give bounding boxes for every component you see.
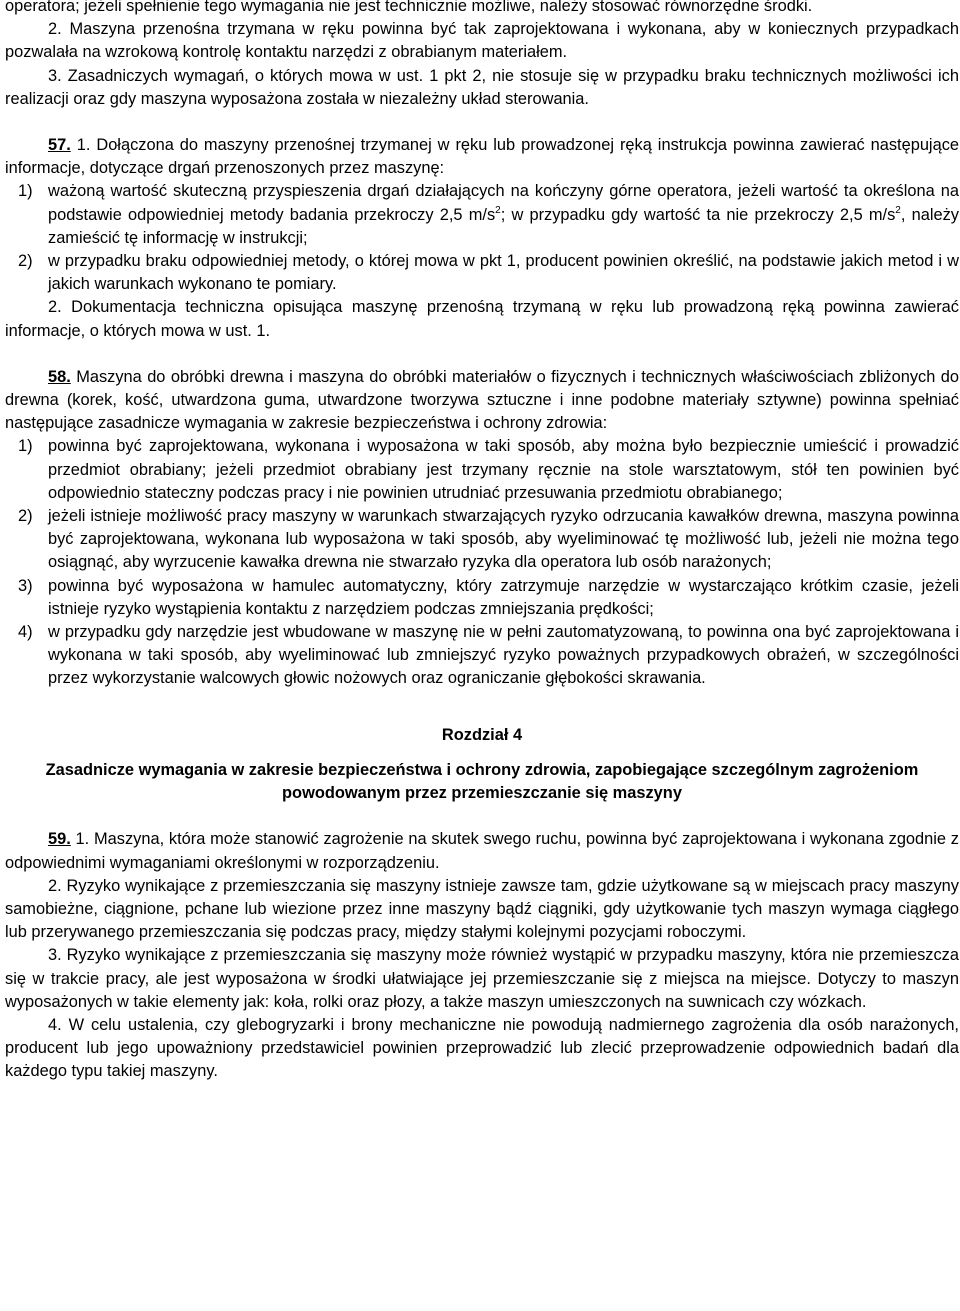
spacer [5,691,959,714]
superscript: 2 [495,204,501,216]
article-59-paragraph-2: 2. Ryzyko wynikające z przemieszczania się maszyny istnieje zawsze tam, gdzie użytkowane są w miejscach pracy maszyny samobieżne, ciągnione, pchane lub wiezione przez inne maszyny bądź ciągniki, gdy użytkowanie tych maszyn wymaga ciągłego lub przerywanego przemieszczania się podczas pracy, między stałymi kolejnymi pozycjami roboczymi. [5,876,959,942]
document-page [5,0,959,1084]
paragraph-continuation: operatora; jeżeli spełnienie tego wymagania nie jest technicznie możliwe, należy stosować równorzędne środki. [5,0,813,15]
article-57-number: 57. [48,136,71,155]
list-item-text: powinna być zaprojektowana, wykonana i wyposażona w taki sposób, aby można było bezpiecznie umieścić i prowadzić przedmiot obrabiany; jeżeli przedmiot obrabiany jest trzymany ręcznie na stole warsztatowym, stół ten powinien być odpowiednio stateczny podczas pracy i nie powinien utrudniać przesuwania przedmiotu obrabianego; [48,437,959,502]
spacer [5,111,959,134]
list-item [5,505,959,575]
article-58-lead: 58. Maszyna do obróbki drewna i maszyna do obróbki materiałów o fizycznych i technicznych właściwościach zbliżonych do drewna (korek, kość, utwardzona guma, utwardzone tworzywa sztuczne i inne podobne materiały sztywne) powinna spełniać następujące zasadnicze wymagania w zakresie bezpieczeństwa i ochrony zdrowia: [5,367,959,433]
spacer [5,343,959,366]
list-item-number: 1) [18,182,33,201]
list-item-number: 2) [18,252,33,271]
list-item-text: w przypadku braku odpowiedniej metody, o której mowa w pkt 1, producent powinien określić, na podstawie jakich metod i w jakich warunkach wykonano te pomiary. [48,252,959,294]
superscript: 2 [895,204,901,216]
list-item-number: 4) [18,623,33,642]
paragraph-56-2: 2. Maszyna przenośna trzymana w ręku powinna być tak zaprojektowana i wykonana, aby w koniecznych przypadkach pozwalała na wzrokową kontrolę kontaktu narzędzi z obrabianym materiałem. [5,20,959,62]
article-57-paragraph-2: 2. Dokumentacja techniczna opisująca maszynę przenośną trzymaną w ręku lub prowadzoną ręką powinna zawierać informacje, o których mowa w ust. 1. [5,298,959,340]
article-59-number: 59. [48,830,71,849]
list-item-number: 1) [18,437,33,456]
spacer [5,805,959,828]
list-item-text: powinna być wyposażona w hamulec automatyczny, który zatrzymuje narzędzie w wystarczająco krótkim czasie, jeżeli istnieje ryzyko wystąpienia kontaktu z narzędziem podczas zmniejszania prędkości; [48,576,959,618]
list-item-text: w przypadku gdy narzędzie jest wbudowane w maszynę nie w pełni zautomatyzowaną, to powinna ona być zaprojektowana i wykonana w taki sposób, aby wyeliminować lub zmniejszyć ryzyko poważnych przypadkowych obrażeń, w szczególności przez wykorzystanie walcowych głowic nożowych oraz ograniczanie głębokości skrawania. [48,623,959,688]
list-item [5,180,959,250]
article-59-paragraph-3: 3. Ryzyko wynikające z przemieszczania się maszyny może również wystąpić w przypadku maszyny, która nie przemieszcza się w trakcie pracy, ale jest wyposażona w środki ułatwiające jej przemieszczanie się z miejsca na miejsce. Dotyczy to maszyn wyposażonych w takie elementy jak: koła, rolki oraz płozy, a także maszyn umieszczonych na suwnicach czy wózkach. [5,946,959,1011]
article-59-paragraph-4: 4. W celu ustalenia, czy glebogryzarki i brony mechaniczne nie powodują nadmiernego zagrożenia dla osób narażonych, producent lub jego upoważniony przedstawiciel powinien przeprowadzić lub zlecić przeprowadzenie odpowiednich badań dla każdego typu takiej maszyny. [5,1015,959,1081]
list-item-number: 3) [18,576,33,595]
list-item [5,435,959,505]
list-item [5,575,959,621]
article-57-paragraph-1 [5,134,959,180]
chapter-title: Rozdział 4 [441,725,523,744]
list-item [5,250,959,296]
list-item-number: 2) [18,507,33,526]
article-57-lead: 1. Dołączona do maszyny przenośnej trzymanej w ręku lub prowadzonej ręką instrukcja powinna zawierać następujące informacje, dotyczące drgań przenoszonych przez maszynę: [5,136,959,178]
paragraph-56-3: 3. Zasadniczych wymagań, o których mowa w ust. 1 pkt 2, nie stosuje się w przypadku braku technicznych możliwości ich realizacji oraz gdy maszyna wyposażona została w niezależny układ sterowania. [5,66,959,108]
chapter-subtitle: Zasadnicze wymagania w zakresie bezpieczeństwa i ochrony zdrowia, zapobiegające szczególnym zagrożeniom powodowanym przez przemieszczanie się maszyny [45,760,919,803]
list-item-text: jeżeli istnieje możliwość pracy maszyny w warunkach stwarzających ryzyko odrzucania kawałków drewna, maszyna powinna być zaprojektowana, wykonana lub wyposażona w taki sposób, aby wyeliminować tę możliwość lub, jeżeli nie można tego osiągnąć, aby wyrzucenie kawałka drewna nie stwarzało ryzyka dla operatora lub osób narażonych; [48,507,959,572]
list-item-text: ważoną wartość skuteczną przyspieszenia drgań działających na kończyny górne operatora, jeżeli wartość ta określona na podstawie odpowiedniej metody badania przekroczy 2,5 $m/s^2$; w przypadku gdy wartość ta nie przekroczy 2,5 $m/s^2$, należy zamieścić tę informację w instrukcji; [48,182,959,247]
article-58-number: 58. [48,367,71,386]
list-item [5,621,959,691]
article-59-paragraph-1: 59. 1. Maszyna, która może stanowić zagrożenie na skutek swego ruchu, powinna być zaprojektowana i wykonana zgodnie z odpowiednimi wymaganiami określonymi w rozporządzeniu. [5,830,959,872]
